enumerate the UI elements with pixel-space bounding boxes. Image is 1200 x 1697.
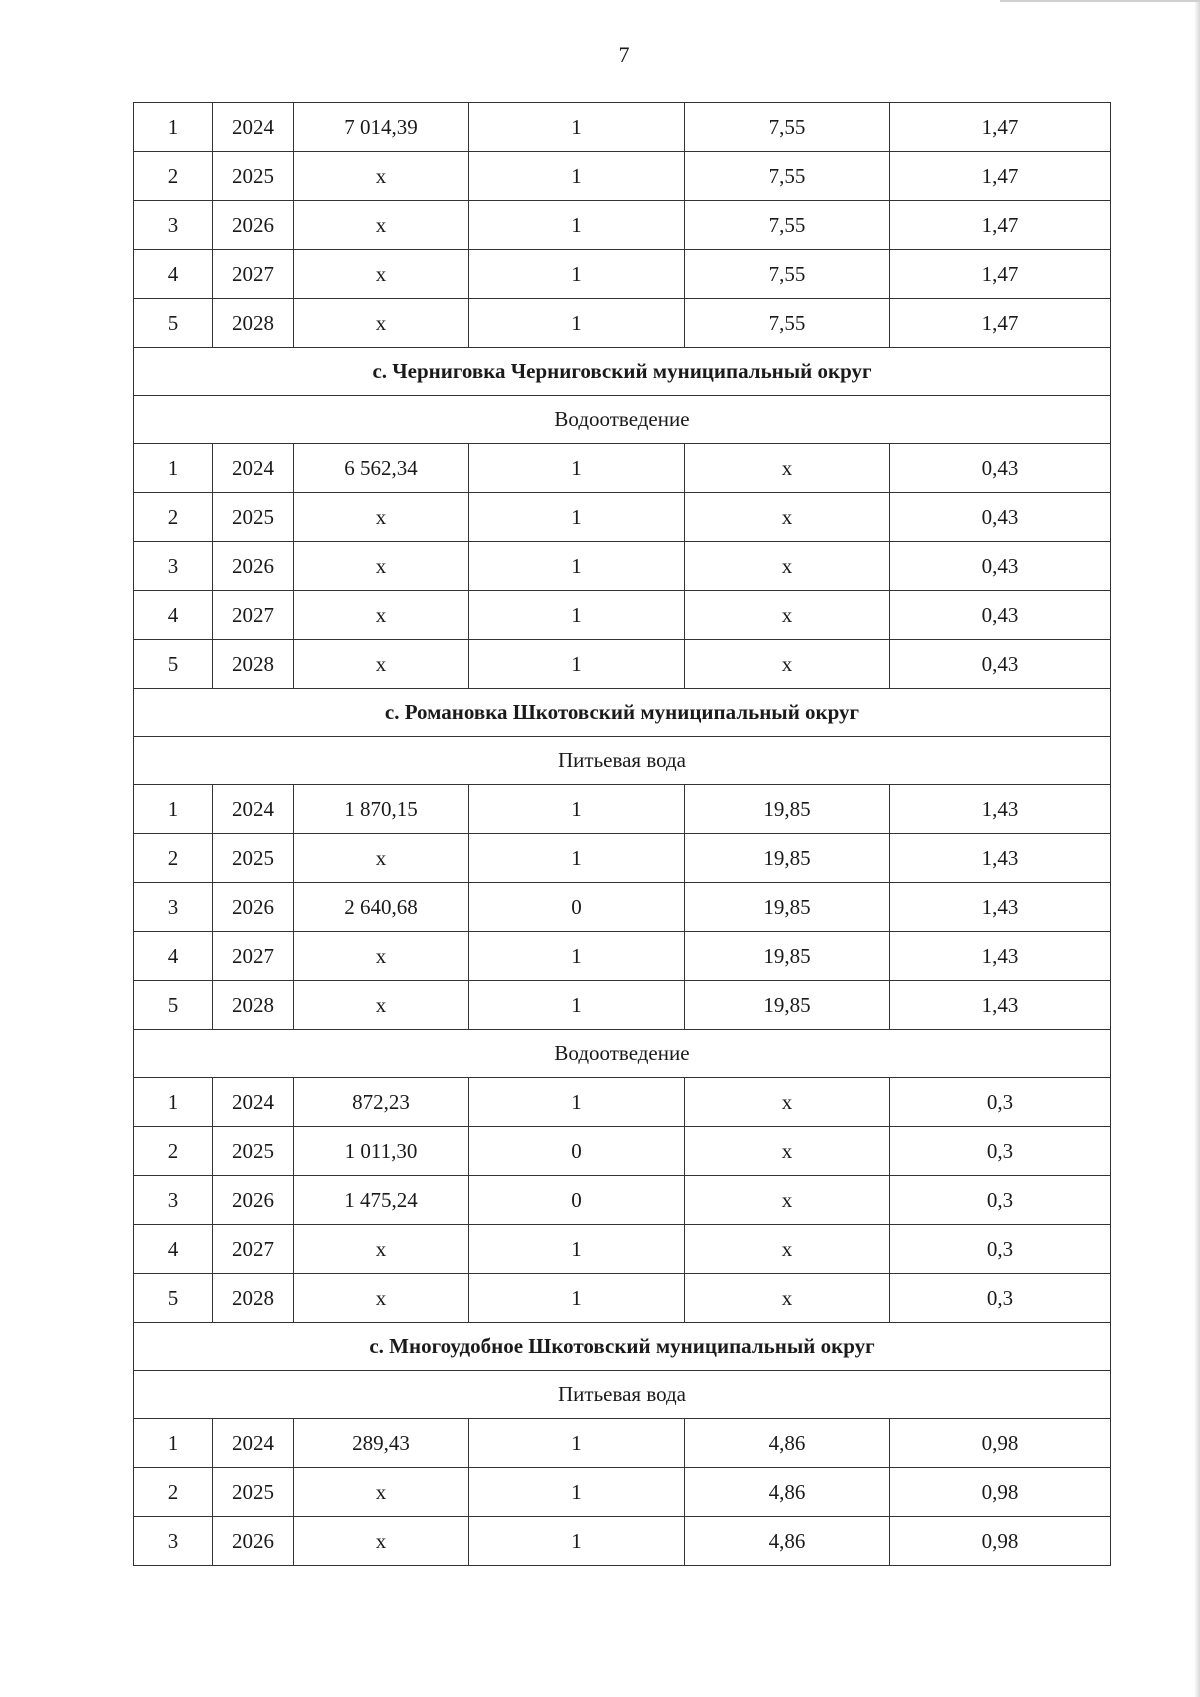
row-number-cell: 2	[134, 493, 213, 542]
ratio-cell: 0,43	[890, 493, 1111, 542]
table-row	[134, 103, 1111, 152]
ratio-cell: 1,47	[890, 103, 1111, 152]
indicator-cell: 1	[469, 493, 685, 542]
table-row	[134, 152, 1111, 201]
year-cell: 2024	[213, 785, 294, 834]
ratio-cell: 1,47	[890, 250, 1111, 299]
row-number-cell: 5	[134, 299, 213, 348]
ratio-cell: 1,47	[890, 201, 1111, 250]
value-cell: х	[685, 444, 890, 493]
row-number-cell: 3	[134, 1517, 213, 1566]
row-number-cell: 4	[134, 250, 213, 299]
table-row	[134, 493, 1111, 542]
value-cell: х	[685, 542, 890, 591]
value-cell: х	[685, 1127, 890, 1176]
indicator-cell: 1	[469, 1225, 685, 1274]
row-number-cell: 5	[134, 1274, 213, 1323]
service-header-row	[134, 1030, 1111, 1078]
table-row	[134, 1176, 1111, 1225]
cost-cell: 872,23	[294, 1078, 469, 1127]
indicator-cell: 1	[469, 640, 685, 689]
indicator-cell: 1	[469, 542, 685, 591]
row-number-cell: 1	[134, 103, 213, 152]
cost-cell: х	[294, 542, 469, 591]
value-cell: 7,55	[685, 103, 890, 152]
value-cell: 19,85	[685, 785, 890, 834]
year-cell: 2028	[213, 640, 294, 689]
cost-cell: х	[294, 591, 469, 640]
ratio-cell: 1,43	[890, 932, 1111, 981]
year-cell: 2026	[213, 542, 294, 591]
year-cell: 2027	[213, 1225, 294, 1274]
page-top-edge	[1000, 0, 1200, 2]
table-row	[134, 250, 1111, 299]
value-cell: х	[685, 493, 890, 542]
cost-cell: х	[294, 981, 469, 1030]
table-body	[134, 103, 1111, 1566]
indicator-cell: 1	[469, 785, 685, 834]
ratio-cell: 0,43	[890, 444, 1111, 493]
ratio-cell: 1,43	[890, 785, 1111, 834]
cost-cell: х	[294, 834, 469, 883]
row-number-cell: 2	[134, 1127, 213, 1176]
ratio-cell: 1,47	[890, 299, 1111, 348]
ratio-cell: 1,43	[890, 981, 1111, 1030]
year-cell: 2026	[213, 1176, 294, 1225]
cost-cell: 289,43	[294, 1419, 469, 1468]
table-row	[134, 1225, 1111, 1274]
indicator-cell: 1	[469, 932, 685, 981]
service-title: Водоотведение	[134, 1030, 1111, 1078]
row-number-cell: 2	[134, 152, 213, 201]
section-title: с. Романовка Шкотовский муниципальный округ	[134, 689, 1111, 737]
service-header-row	[134, 1371, 1111, 1419]
value-cell: 19,85	[685, 981, 890, 1030]
year-cell: 2025	[213, 1468, 294, 1517]
service-header-row	[134, 737, 1111, 785]
value-cell: 19,85	[685, 834, 890, 883]
ratio-cell: 1,43	[890, 834, 1111, 883]
ratio-cell: 0,3	[890, 1176, 1111, 1225]
year-cell: 2026	[213, 201, 294, 250]
year-cell: 2025	[213, 1127, 294, 1176]
service-header-row	[134, 396, 1111, 444]
row-number-cell: 1	[134, 785, 213, 834]
indicator-cell: 1	[469, 201, 685, 250]
table-row	[134, 1419, 1111, 1468]
tariff-table	[133, 102, 1111, 1566]
indicator-cell: 1	[469, 299, 685, 348]
table-row	[134, 542, 1111, 591]
table-row	[134, 1127, 1111, 1176]
value-cell: 7,55	[685, 250, 890, 299]
value-cell: 7,55	[685, 152, 890, 201]
value-cell: 7,55	[685, 201, 890, 250]
ratio-cell: 0,3	[890, 1078, 1111, 1127]
row-number-cell: 1	[134, 1078, 213, 1127]
value-cell: х	[685, 1078, 890, 1127]
row-number-cell: 4	[134, 591, 213, 640]
indicator-cell: 0	[469, 883, 685, 932]
year-cell: 2027	[213, 591, 294, 640]
row-number-cell: 1	[134, 444, 213, 493]
indicator-cell: 1	[469, 1419, 685, 1468]
row-number-cell: 2	[134, 1468, 213, 1517]
cost-cell: 1 011,30	[294, 1127, 469, 1176]
table-row	[134, 981, 1111, 1030]
year-cell: 2027	[213, 250, 294, 299]
cost-cell: 7 014,39	[294, 103, 469, 152]
indicator-cell: 1	[469, 1274, 685, 1323]
cost-cell: 6 562,34	[294, 444, 469, 493]
cost-cell: х	[294, 1274, 469, 1323]
year-cell: 2024	[213, 103, 294, 152]
year-cell: 2026	[213, 1517, 294, 1566]
service-title: Питьевая вода	[134, 1371, 1111, 1419]
section-title: с. Черниговка Черниговский муниципальный округ	[134, 348, 1111, 396]
ratio-cell: 0,43	[890, 640, 1111, 689]
value-cell: 19,85	[685, 932, 890, 981]
ratio-cell: 0,3	[890, 1274, 1111, 1323]
indicator-cell: 1	[469, 591, 685, 640]
value-cell: х	[685, 1274, 890, 1323]
row-number-cell: 1	[134, 1419, 213, 1468]
ratio-cell: 0,43	[890, 591, 1111, 640]
cost-cell: х	[294, 640, 469, 689]
cost-cell: х	[294, 201, 469, 250]
cost-cell: 2 640,68	[294, 883, 469, 932]
year-cell: 2025	[213, 152, 294, 201]
table-row	[134, 883, 1111, 932]
cost-cell: х	[294, 152, 469, 201]
year-cell: 2025	[213, 493, 294, 542]
cost-cell: х	[294, 299, 469, 348]
year-cell: 2025	[213, 834, 294, 883]
indicator-cell: 1	[469, 1468, 685, 1517]
section-header-row	[134, 689, 1111, 737]
table-row	[134, 1468, 1111, 1517]
value-cell: 4,86	[685, 1419, 890, 1468]
section-header-row	[134, 348, 1111, 396]
cost-cell: х	[294, 493, 469, 542]
ratio-cell: 1,43	[890, 883, 1111, 932]
indicator-cell: 1	[469, 1078, 685, 1127]
year-cell: 2028	[213, 299, 294, 348]
table-row	[134, 1274, 1111, 1323]
year-cell: 2028	[213, 1274, 294, 1323]
table-row	[134, 640, 1111, 689]
indicator-cell: 0	[469, 1127, 685, 1176]
table-row	[134, 785, 1111, 834]
value-cell: х	[685, 591, 890, 640]
value-cell: х	[685, 640, 890, 689]
year-cell: 2024	[213, 444, 294, 493]
page-number: 7	[618, 42, 630, 67]
ratio-cell: 1,47	[890, 152, 1111, 201]
indicator-cell: 1	[469, 103, 685, 152]
table-row	[134, 1078, 1111, 1127]
table-row	[134, 1517, 1111, 1566]
indicator-cell: 1	[469, 444, 685, 493]
indicator-cell: 1	[469, 152, 685, 201]
ratio-cell: 0,3	[890, 1225, 1111, 1274]
service-title: Водоотведение	[134, 396, 1111, 444]
value-cell: х	[685, 1176, 890, 1225]
row-number-cell: 3	[134, 542, 213, 591]
value-cell: 19,85	[685, 883, 890, 932]
ratio-cell: 0,3	[890, 1127, 1111, 1176]
year-cell: 2026	[213, 883, 294, 932]
cost-cell: х	[294, 932, 469, 981]
cost-cell: х	[294, 250, 469, 299]
section-header-row	[134, 1323, 1111, 1371]
ratio-cell: 0,98	[890, 1419, 1111, 1468]
table-row	[134, 299, 1111, 348]
value-cell: 4,86	[685, 1517, 890, 1566]
ratio-cell: 0,98	[890, 1468, 1111, 1517]
page-edge-shadow	[1194, 0, 1200, 1697]
row-number-cell: 2	[134, 834, 213, 883]
indicator-cell: 0	[469, 1176, 685, 1225]
cost-cell: 1 475,24	[294, 1176, 469, 1225]
row-number-cell: 3	[134, 1176, 213, 1225]
row-number-cell: 3	[134, 201, 213, 250]
service-title: Питьевая вода	[134, 737, 1111, 785]
year-cell: 2024	[213, 1419, 294, 1468]
row-number-cell: 4	[134, 932, 213, 981]
value-cell: 7,55	[685, 299, 890, 348]
row-number-cell: 4	[134, 1225, 213, 1274]
year-cell: 2027	[213, 932, 294, 981]
indicator-cell: 1	[469, 1517, 685, 1566]
indicator-cell: 1	[469, 981, 685, 1030]
ratio-cell: 0,98	[890, 1517, 1111, 1566]
cost-cell: 1 870,15	[294, 785, 469, 834]
table-row	[134, 834, 1111, 883]
row-number-cell: 5	[134, 981, 213, 1030]
section-title: с. Многоудобное Шкотовский муниципальный округ	[134, 1323, 1111, 1371]
year-cell: 2024	[213, 1078, 294, 1127]
indicator-cell: 1	[469, 250, 685, 299]
value-cell: 4,86	[685, 1468, 890, 1517]
cost-cell: х	[294, 1225, 469, 1274]
indicator-cell: 1	[469, 834, 685, 883]
row-number-cell: 3	[134, 883, 213, 932]
cost-cell: х	[294, 1468, 469, 1517]
table-row	[134, 591, 1111, 640]
year-cell: 2028	[213, 981, 294, 1030]
table-row	[134, 932, 1111, 981]
row-number-cell: 5	[134, 640, 213, 689]
table-row	[134, 201, 1111, 250]
cost-cell: х	[294, 1517, 469, 1566]
ratio-cell: 0,43	[890, 542, 1111, 591]
table-row	[134, 444, 1111, 493]
value-cell: х	[685, 1225, 890, 1274]
